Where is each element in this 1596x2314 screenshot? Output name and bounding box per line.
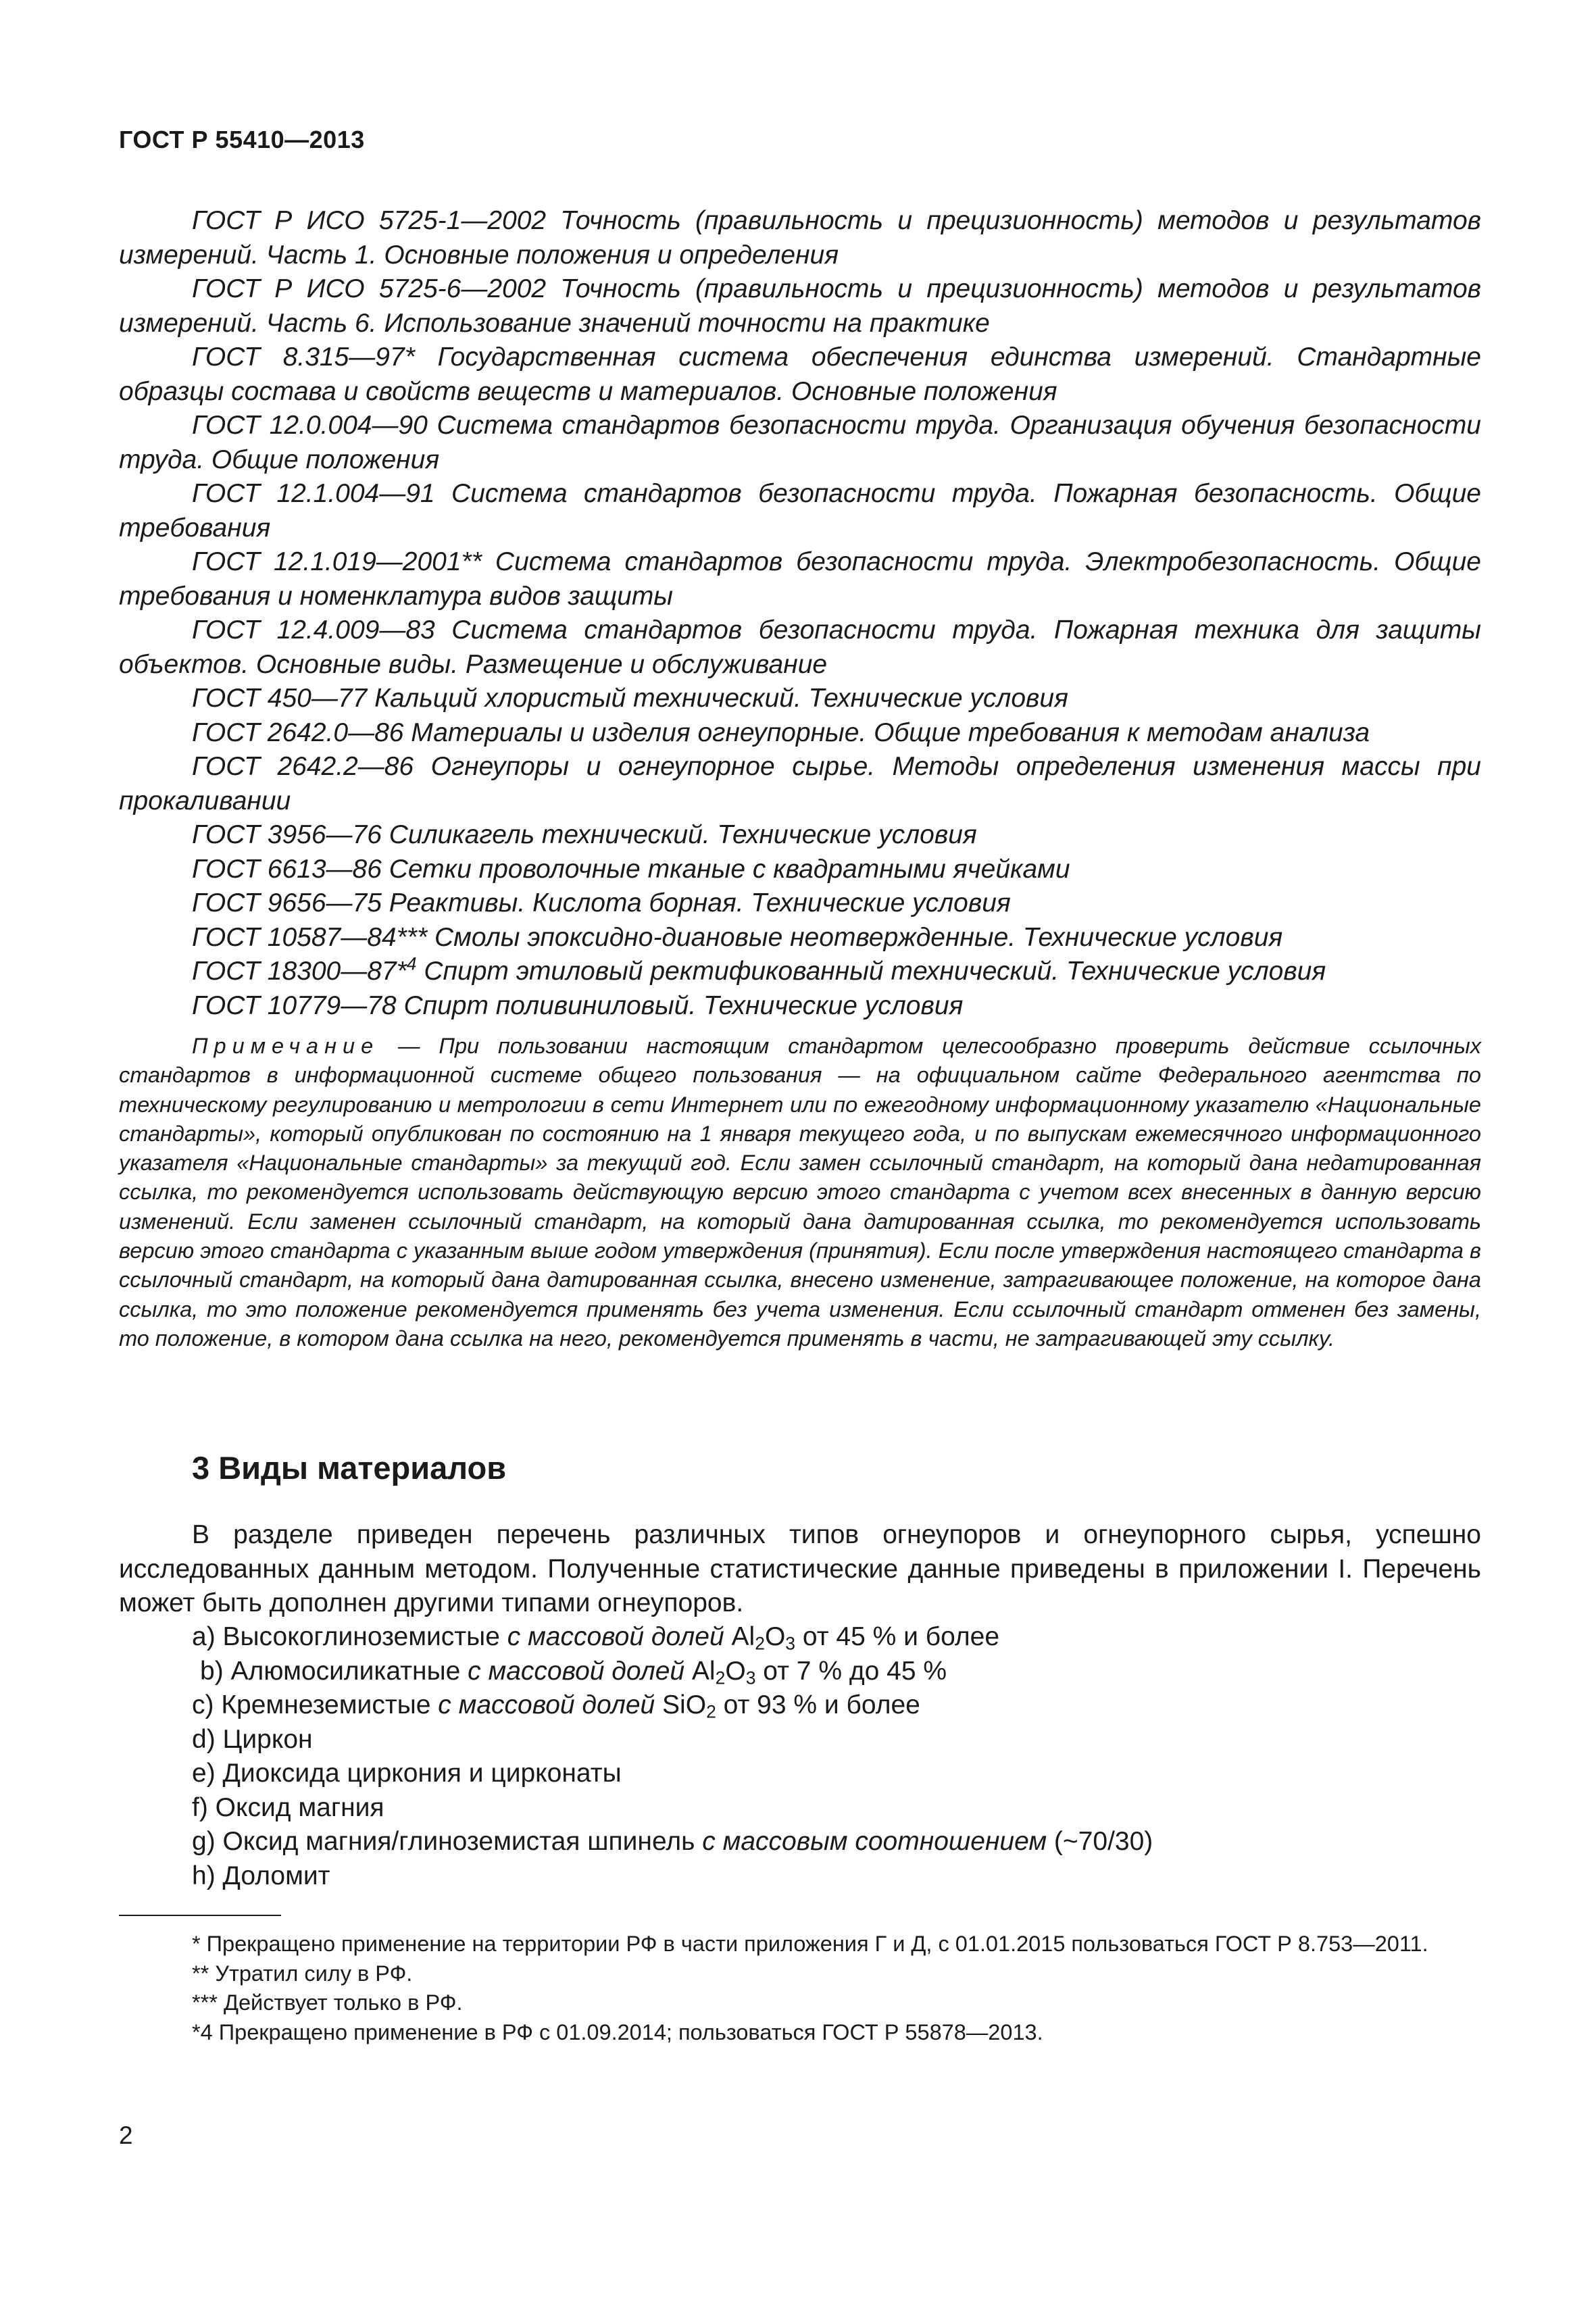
reference-item: ГОСТ Р ИСО 5725-1—2002 Точность (правильность и прецизионность) методов и результатов измерений. Часть 1. Основные положения и определения [119, 206, 1481, 270]
list-marker: b) [200, 1656, 231, 1686]
reference-item: ГОСТ 450—77 Кальций хлористый технический. Технические условия [192, 684, 1068, 713]
footnote-mark: *4 [192, 2019, 213, 2044]
item-name: Оксид магния/глиноземистая шпинель [222, 1827, 703, 1856]
reference-item: ГОСТ Р ИСО 5725-6—2002 Точность (правильность и прецизионность) методов и результатов измерений. Часть 6. Использование значений точности на практике [119, 274, 1481, 338]
footnote-mark: 4 [406, 953, 417, 974]
list-item-h: h) Доломит [192, 1861, 330, 1890]
formula: O [764, 1622, 786, 1651]
reference-item: ГОСТ 12.1.019—2001** Система стандартов безопасности труда. Электробезопасность. Общие требования и номенклатура видов защиты [119, 547, 1481, 611]
footnote-1: * Прекращено применение на территории РФ в части приложения Г и Д, с 01.01.2015 пользоваться ГОСТ Р 8.753—2011. [192, 1932, 1428, 1956]
reference-item [119, 955, 1481, 989]
list-item-g [192, 1825, 1153, 1859]
item-ratio: (~70/30) [1047, 1827, 1153, 1856]
reference-item: ГОСТ 12.1.004—91 Система стандартов безопасности труда. Пожарная безопасность. Общие требования [119, 479, 1481, 543]
footnote-divider [119, 1915, 281, 1916]
reference-code: ГОСТ 18300—87* [192, 957, 407, 986]
formula-subscript: 2 [715, 1667, 726, 1688]
section-intro: В разделе приведен перечень различных типов огнеупоров и огнеупорного сырья, успешно исследованных данным методом. Полученные статистические данные приведены в приложении I. Перечень может быть дополнен другими типами огнеупоров. [119, 1520, 1481, 1617]
list-item-a [192, 1620, 1153, 1655]
item-qualifier: с массовой долей [507, 1622, 724, 1651]
note-text: — При пользовании настоящим стандартом целесообразно проверить действие ссылочных стандартов в информационной системе общего пользования — на официальном сайте Федерального агентства по техническому регулированию и метрологии в сети Интернет или по ежегодному информационному указателю «Национальные стандарты», который опубликован по состоянию на 1 января текущего года, и по выпускам ежемесячного информационного указателя «Национальные стандарты» за текущий год. Если замен ссылочный стандарт, на который дана недатированная ссылка, то рекомендуется использовать действующую версию этого стандарта с учетом всех внесенных в данную версию изменений. Если заменен ссылочный стандарт, на который дана датированная ссылка, то рекомендуется использовать версию этого стандарта с указанным выше годом утверждения (принятия). Если после утверждения настоящего стандарта в ссылочный стандарт, на который дана датированная ссылка, внесено изменение, затрагивающее положение, на которое дана ссылка, то это положение рекомендуется применять без учета изменения. Если ссылочный стандарт отменен без замены, то положение, в котором дана ссылка на него, рекомендуется применять в части, не затрагивающей эту ссылку. [119, 1034, 1481, 1351]
list-marker: а) [192, 1622, 223, 1651]
item-qualifier: с массовой долей [468, 1656, 685, 1686]
list-item-f: f) Оксид магния [192, 1792, 384, 1822]
item-name: Кремнеземистые [221, 1690, 439, 1719]
formula: Al [724, 1622, 755, 1651]
reference-item: ГОСТ 2642.0—86 Материалы и изделия огнеупорные. Общие требования к методам анализа [192, 718, 1370, 747]
item-range: от 93 % и более [716, 1690, 920, 1719]
reference-item: ГОСТ 2642.2—86 Огнеупоры и огнеупорное сырье. Методы определения изменения массы при прокаливании [119, 752, 1481, 815]
reference-item: ГОСТ 12.4.009—83 Система стандартов безопасности труда. Пожарная техника для защиты объектов. Основные виды. Размещение и обслуживание [119, 615, 1481, 679]
reference-title: Спирт этиловый ректификованный технический. Технические условия [416, 957, 1326, 986]
materials-list [192, 1620, 1153, 1893]
list-item-b [192, 1655, 1153, 1689]
page-number: 2 [119, 2121, 133, 2149]
formula-subscript: 3 [785, 1633, 796, 1654]
item-name: Высокоглиноземистые [222, 1622, 507, 1651]
item-name: Алюмосиликатные [230, 1656, 468, 1686]
normative-references-list [119, 204, 1481, 1023]
formula: Al [684, 1656, 716, 1686]
footnote-4 [119, 2018, 1481, 2048]
item-qualifier: с массовой долей [438, 1690, 655, 1719]
formula-subscript: 3 [745, 1667, 756, 1688]
item-qualifier: с массовым соотношением [702, 1827, 1047, 1856]
reference-item: ГОСТ 8.315—97* Государственная система обеспечения единства измерений. Стандартные образцы состава и свойств веществ и материалов. Основные положения [119, 343, 1481, 406]
footnote-2: ** Утратил силу в РФ. [192, 1961, 413, 1986]
item-range: от 7 % до 45 % [755, 1656, 947, 1686]
formula-subscript: 2 [755, 1633, 765, 1654]
note-paragraph [119, 1032, 1481, 1353]
reference-item: ГОСТ 10587—84*** Смолы эпоксидно-диановые неотвержденные. Технические условия [192, 922, 1283, 952]
list-marker: g) [192, 1827, 223, 1856]
list-marker: с) [192, 1690, 222, 1719]
footnotes [119, 1930, 1481, 2047]
document-code-header: ГОСТ Р 55410—2013 [119, 126, 365, 153]
formula-subscript: 2 [706, 1701, 716, 1722]
reference-item: ГОСТ 12.0.004—90 Система стандартов безопасности труда. Организация обучения безопасности труда. Общие положения [119, 411, 1481, 474]
reference-item: ГОСТ 10779—78 Спирт поливиниловый. Технические условия [192, 990, 964, 1020]
list-item-e: е) Диоксида циркония и цирконаты [192, 1759, 622, 1788]
reference-item: ГОСТ 3956—76 Силикагель технический. Технические условия [192, 820, 977, 849]
section-title: 3 Виды материалов [192, 1450, 507, 1486]
formula: SiO [655, 1690, 707, 1719]
footnote-3: *** Действует только в РФ. [192, 1990, 463, 2015]
list-item-c [192, 1688, 1153, 1723]
list-item-d: d) Циркон [192, 1724, 313, 1754]
reference-item: ГОСТ 9656—75 Реактивы. Кислота борная. Технические условия [192, 888, 1011, 917]
note-label: Примечание [192, 1034, 380, 1058]
item-range: от 45 % и более [795, 1622, 1000, 1651]
reference-item: ГОСТ 6613—86 Сетки проволочные тканые с квадратными ячейками [192, 854, 1070, 884]
formula: O [725, 1656, 746, 1686]
footnote-text: Прекращено применение в РФ с 01.09.2014; пользоваться ГОСТ Р 55878—2013. [212, 2019, 1043, 2044]
